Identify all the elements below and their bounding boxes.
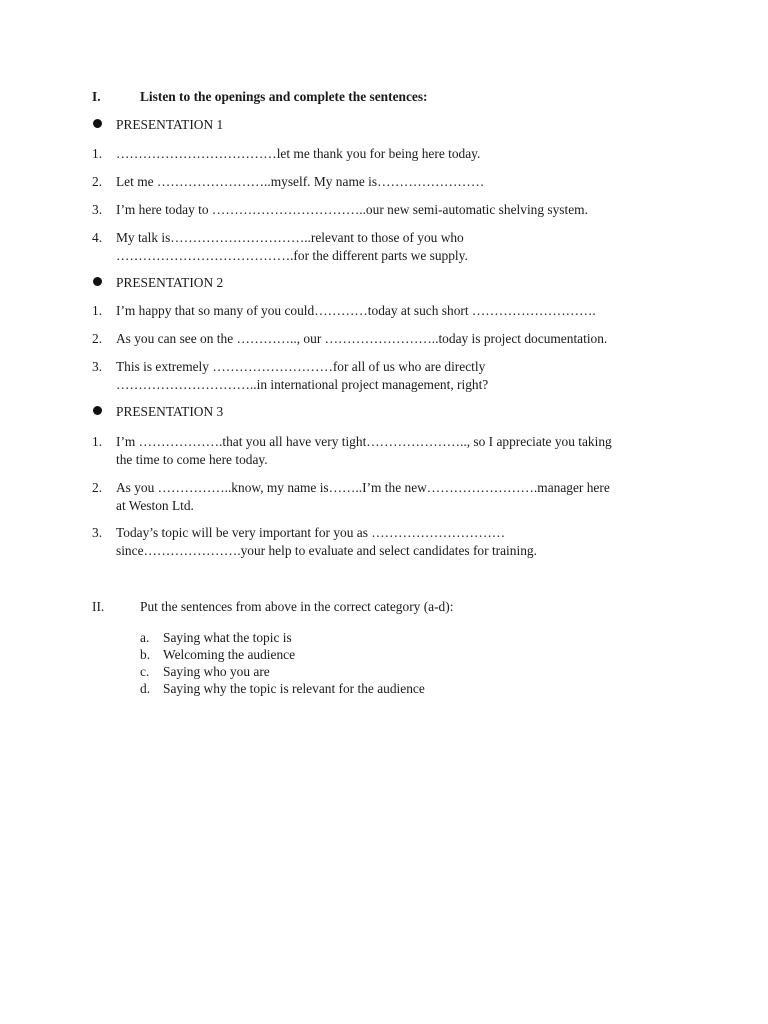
item-number: 4.: [92, 230, 103, 245]
item-number: 1.: [92, 434, 103, 449]
item-line: …………………………..in international project management, right?: [116, 376, 489, 392]
bullet-icon: [93, 277, 102, 286]
item-line: I’m happy that so many of you could…………today at such short ……………………….: [116, 303, 596, 318]
item-line: This is extremely ………………………for all of us who are directly: [116, 359, 486, 374]
presentation-1-heading: [93, 116, 223, 133]
item-line: Today’s topic will be very important for you as …………………………: [116, 525, 506, 540]
presentation-1-label: PRESENTATION 1: [116, 117, 224, 132]
item-line: ………………………………….for the different parts we supply.: [116, 247, 468, 263]
bullet-icon: [93, 119, 102, 128]
item-number: 1.: [92, 146, 103, 161]
option-letter: d.: [140, 681, 151, 696]
category-option-d: [140, 681, 425, 698]
item-line: As you ……………..know, my name is……..I’m the new…………………….manager here: [116, 480, 610, 495]
presentation-2-heading: [93, 274, 223, 291]
item-line: As you can see on the ………….., our ……………………..today is project documentation.: [116, 331, 608, 346]
item-number: 3.: [92, 359, 103, 374]
presentation-3-heading: [93, 403, 223, 420]
item-line: since………………….your help to evaluate and select candidates for training.: [116, 542, 537, 558]
option-letter: c.: [140, 664, 150, 679]
item-line: I’m ……………….that you all have very tight………………….., so I appreciate you taking: [116, 434, 612, 449]
option-letter: b.: [140, 647, 151, 662]
item-number: 2.: [92, 174, 103, 189]
category-option-a: [140, 630, 292, 647]
category-option-b: [140, 647, 295, 664]
item-number: 3.: [92, 202, 103, 217]
item-line: the time to come here today.: [116, 451, 268, 467]
option-text: Saying what the topic is: [163, 630, 292, 645]
presentation-2-label: PRESENTATION 2: [116, 275, 224, 290]
section-1-number: I.: [92, 89, 101, 104]
item-line: My talk is…………………………..relevant to those of you who: [116, 230, 464, 245]
item-line: ………………………………let me thank you for being here today.: [116, 146, 481, 161]
item-line: I’m here today to ……………………………..our new semi-automatic shelving system.: [116, 202, 588, 217]
option-text: Saying why the topic is relevant for the audience: [163, 681, 425, 696]
section-2-title: Put the sentences from above in the correct category (a-d):: [140, 599, 454, 614]
item-number: 1.: [92, 303, 103, 318]
item-line: at Weston Ltd.: [116, 497, 194, 513]
item-number: 2.: [92, 331, 103, 346]
bullet-icon: [93, 406, 102, 415]
option-letter: a.: [140, 630, 150, 645]
section-1-title: Listen to the openings and complete the sentences:: [140, 89, 428, 104]
item-line: Let me ……………………..myself. My name is……………………: [116, 174, 485, 189]
category-option-c: [140, 664, 270, 681]
item-number: 3.: [92, 525, 103, 540]
option-text: Welcoming the audience: [163, 647, 296, 662]
option-text: Saying who you are: [163, 664, 270, 679]
section-2-number: II.: [92, 599, 105, 614]
item-number: 2.: [92, 480, 103, 495]
presentation-3-label: PRESENTATION 3: [116, 404, 224, 419]
